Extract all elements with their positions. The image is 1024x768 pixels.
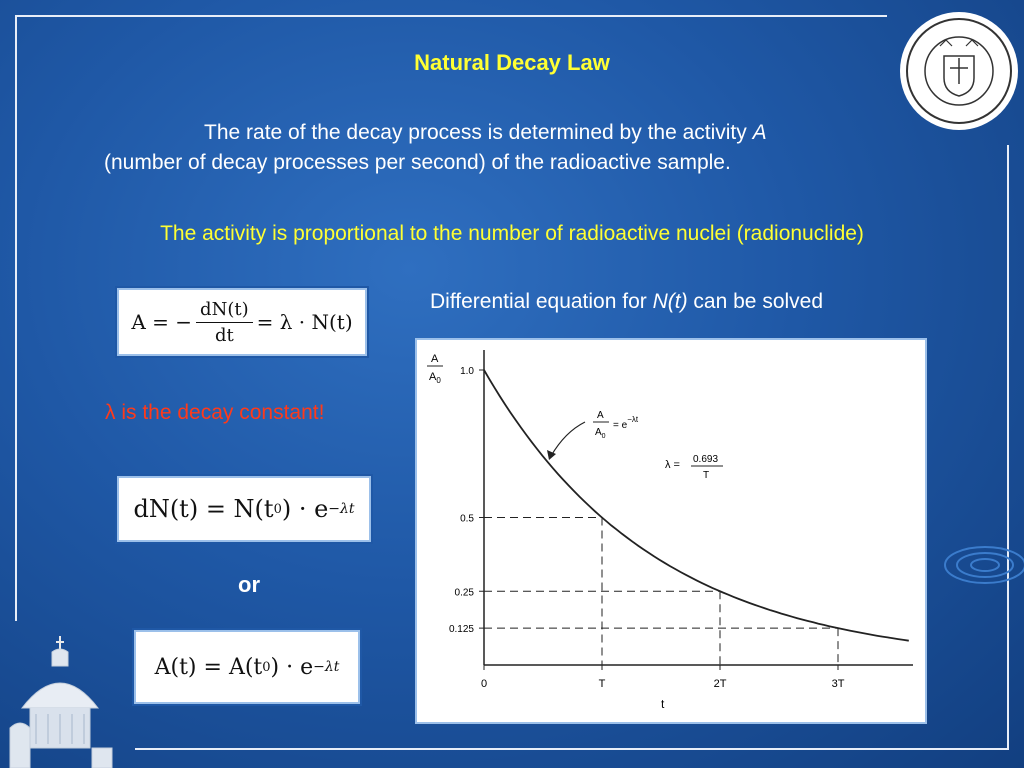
annotation-lambda-num: 0.693 [693, 454, 719, 465]
x-tick-label: T [598, 678, 606, 690]
diffeq-post: can be solved [687, 290, 824, 313]
y-tick-label: 0.125 [448, 624, 474, 636]
annotation-formula-den: $A_0$ [595, 427, 606, 440]
ylabel-denominator: $A_0$ [429, 371, 441, 385]
eq1-denominator: dt [214, 324, 234, 346]
eq1-rhs: = λ · N(t) [256, 310, 353, 334]
eq2-lhs: dN(t) = N(t [133, 495, 274, 523]
decay-curve-line [484, 370, 909, 641]
equation-box-solution-a [134, 630, 360, 704]
annotation-formula-rhs: = $e^{-\lambda t}$ [613, 415, 639, 431]
x-tick-label: 3T [831, 678, 845, 690]
annotation-arrowhead [547, 450, 556, 460]
eq3-subscript: 0 [262, 659, 271, 675]
activity-statement: The activity is proportional to the number of radioactive nuclei (radionuclide) [160, 222, 864, 245]
diffeq-pre: Differential equation for [430, 290, 653, 313]
ripple-decoration [940, 520, 1024, 610]
intro-line1: The rate of the decay process is determined by the activity [204, 121, 753, 144]
x-tick-label: 2T [713, 678, 727, 690]
decay-chart-svg [417, 340, 925, 722]
eq1-fraction [196, 299, 253, 346]
eq3-lhs: A(t) = A(t [154, 654, 263, 680]
y-tick-label: 0.5 [460, 513, 474, 525]
ylabel-numerator: A [431, 353, 439, 365]
x-axis-label: t [661, 697, 665, 711]
diffeq-variable: N(t) [652, 290, 688, 313]
slide-title: Natural Decay Law [414, 50, 610, 75]
y-tick-label: 1.0 [460, 366, 474, 377]
eq3-exponent: −λt [313, 659, 340, 675]
eq2-mid: ) · e [281, 495, 329, 523]
intro-line2: (number of decay processes per second) of the radioactive sample. [104, 151, 731, 174]
or-separator: or [238, 572, 260, 597]
x-tick-label: 0 [480, 678, 488, 690]
frame-line-left [15, 15, 17, 621]
frame-line-top [15, 15, 887, 17]
frame-line-bottom [135, 748, 1009, 750]
intro-activity-symbol: A [752, 121, 767, 144]
equation-box-solution-n [117, 476, 371, 542]
eq2-subscript: 0 [273, 501, 282, 517]
annotation-formula-num: A [597, 410, 604, 421]
decay-constant-note: λ is the decay constant! [105, 401, 325, 424]
annotation-lambda-lhs: λ = [665, 459, 680, 471]
equation-box-activity [117, 288, 367, 356]
differential-equation-note [430, 290, 823, 314]
eq1-numerator: dN(t) [196, 299, 253, 323]
annotation-arrow [551, 422, 585, 456]
eq3-mid: ) · e [270, 654, 314, 680]
dome-illustration [0, 628, 120, 768]
annotation-lambda-den: T [703, 470, 710, 481]
eq2-exponent: −λt [328, 501, 355, 517]
intro-paragraph [104, 118, 934, 178]
y-tick-label: 0.25 [454, 587, 474, 599]
eq1-lhs: A = − [131, 310, 193, 334]
decay-curve-chart [415, 338, 927, 724]
